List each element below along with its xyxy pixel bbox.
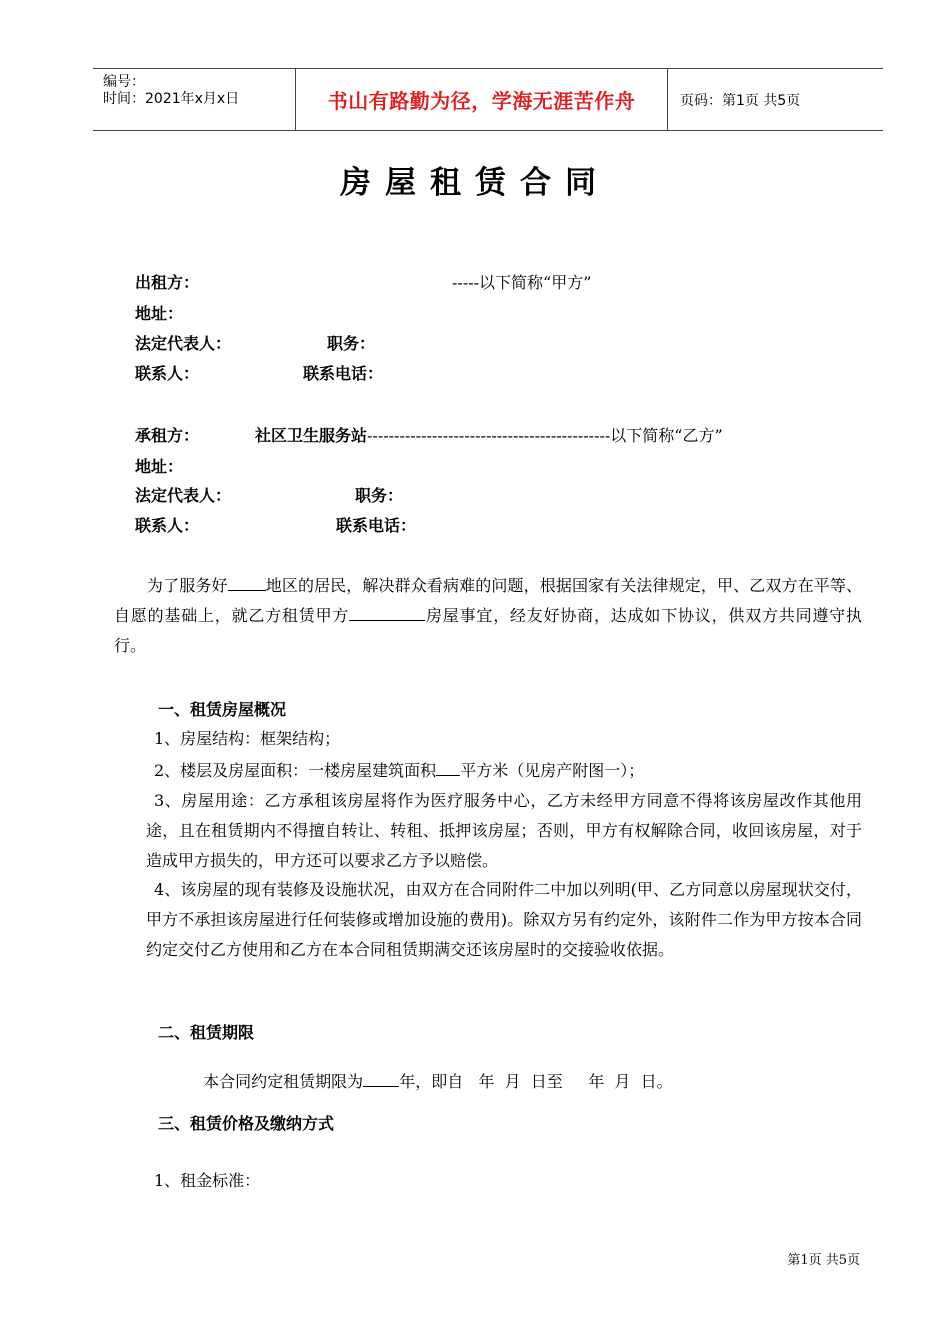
intro-text-1: 为了服务好 [147,576,228,595]
header-meta-cell [93,69,295,130]
page-footer: 第1页 共5页 [787,1253,860,1268]
house-blank [349,604,425,621]
section1-heading: 一、租赁房屋概况 [158,700,287,719]
section2-heading: 二、租赁期限 [158,1023,255,1042]
party-a-contact: 联系人： [135,364,200,383]
party-b-name-line [255,423,723,446]
party-b-legal-rep: 法定代表人： [135,486,232,505]
header-page-info: 页码：第1页 共5页 [680,92,801,109]
section3-item1: 1、租金标准： [154,1171,261,1190]
document-title: 房屋租赁合同 [340,165,610,201]
party-a-label: 出租方： [135,273,200,292]
party-b-position: 职务： [355,486,404,505]
region-blank [228,574,266,591]
document-number-label: 编号： [103,74,145,90]
section2-text-b: 年，即自 年 月 日至 年 月 日。 [399,1072,673,1091]
party-a-phone: 联系电话： [303,364,384,383]
party-b-alias: ---------------------------------------------以下简称“乙方” [367,426,723,445]
party-b-name: 社区卫生服务站 [255,426,368,445]
section3-heading: 三、租赁价格及缴纳方式 [158,1114,335,1133]
section1-item3: 3、房屋用途：乙方承租该房屋将作为医疗服务中心，乙方未经甲方同意不得将该房屋改作其他用途，且在租赁期内不得擅自转让、转租、抵押该房屋；否则，甲方有权解除合同，收回该房屋，对于造成甲方损失的，甲方还可以要求乙方予以赔偿。 [146,791,862,870]
party-a-alias: -----以下简称“甲方” [452,273,592,292]
party-b-contact: 联系人： [135,516,200,535]
section2-text [193,1050,673,1092]
party-a-position: 职务： [327,334,376,353]
party-a-legal-rep: 法定代表人： [135,334,232,353]
section1-item4: 4、该房屋的现有装修及设施状况，由双方在合同附件二中加以列明(甲、乙方同意以房屋现状交付，甲方不承担该房屋进行任何装修或增加设施的费用)。除双方另有约定外，该附件二作为甲方按本合同约定交付乙方使用和乙方在本合同租赁期满交还该房屋时的交接验收依据。 [146,880,862,959]
header-motto-cell [295,69,668,130]
term-years-blank [363,1070,399,1087]
intro-text-3: 房屋事宜，经友好协商，达成如下协议，供双方共同遵守执行。 [114,606,862,655]
page-header [93,68,883,131]
section1-item2-text-a: 2、楼层及房屋面积：一楼房屋建筑面积 [154,761,437,780]
intro-paragraph [114,571,862,661]
section2-text-a: 本合同约定租赁期限为 [203,1072,364,1091]
party-b-label: 承租方： [135,426,200,445]
header-motto: 书山有路勤为径，学海无涯苦作舟 [327,89,636,113]
party-a-address: 地址： [135,304,184,323]
header-page-cell [668,69,883,130]
document-time-label: 时间：2021年x月x日 [103,91,240,107]
section1-item2-text-b: 平方米（见房产附图一）； [460,761,645,780]
section1-item1: 1、房屋结构：框架结构； [154,729,341,748]
party-b-phone: 联系电话： [336,516,417,535]
area-blank [436,759,460,776]
party-b-address: 地址： [135,457,184,476]
section1-item2 [154,758,644,781]
intro-text-2: 地区的居民，解决群众看病难的问题，根据国家有关法律规定，甲、乙双方在平等、自愿的基础上，就乙方租赁甲方 [114,576,862,625]
